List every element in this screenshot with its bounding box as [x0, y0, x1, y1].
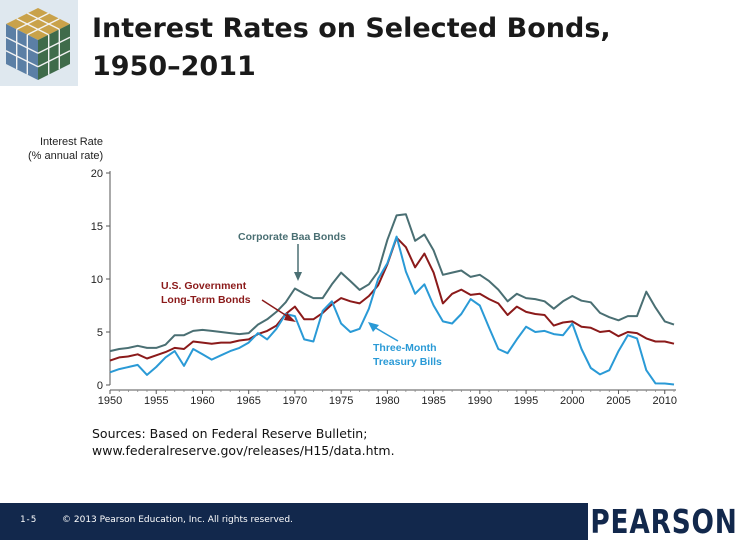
- y-tick-label: 20: [90, 168, 103, 180]
- y-axis-label-line2: (% annual rate): [28, 150, 104, 162]
- annotation-treasury-pointer: [374, 327, 398, 341]
- annotation-treasury-line1: Three-Month: [373, 342, 437, 354]
- x-tick-label: 2005: [606, 395, 631, 407]
- annotation-corporate-baa: Corporate Baa Bonds: [238, 231, 346, 243]
- slide-number: 1-5: [20, 515, 37, 525]
- publisher-logo: [588, 502, 738, 541]
- sources-line1: Sources: Based on Federal Reserve Bulletin;: [92, 426, 368, 441]
- x-tick-label: 1975: [328, 395, 354, 407]
- x-tick-label: 1950: [97, 395, 123, 407]
- x-tick-label: 1955: [143, 395, 169, 407]
- publisher-logo-text: PEARSON: [590, 502, 738, 541]
- x-tick-label: 1970: [282, 395, 308, 407]
- slide-title-line2: 1950–2011: [92, 51, 256, 82]
- x-tick-label: 1995: [513, 395, 539, 407]
- annotation-us-government-line2: Long-Term Bonds: [161, 294, 251, 306]
- slide-title-line1: Interest Rates on Selected Bonds,: [92, 13, 611, 44]
- y-axis-label-line1: Interest Rate: [40, 136, 103, 148]
- y-tick-label: 5: [96, 327, 103, 339]
- y-tick-label: 15: [90, 221, 103, 233]
- x-tick-label: 1985: [421, 395, 446, 407]
- sources-line2: www.federalreserve.gov/releases/H15/data.htm.: [92, 443, 395, 458]
- x-tick-label: 1990: [467, 395, 493, 407]
- y-tick-label: 0: [96, 380, 103, 392]
- footer-bar: [0, 502, 738, 541]
- y-tick-label: 10: [90, 274, 103, 286]
- x-tick-label: 1980: [375, 395, 400, 407]
- annotation-us-government-line1: U.S. Government: [161, 280, 247, 292]
- copyright-text: © 2013 Pearson Education, Inc. All rights reserved.: [62, 515, 293, 525]
- annotation-corporate-arrowhead: [294, 272, 302, 281]
- x-tick-label: 1960: [190, 395, 215, 407]
- annotation-treasury-line2: Treasury Bills: [373, 356, 442, 368]
- x-tick-label: 1965: [236, 395, 261, 407]
- annotation-treasury-arrowhead: [368, 322, 379, 332]
- x-tick-label: 2010: [652, 395, 677, 407]
- sources-note: [92, 425, 652, 459]
- x-tick-label: 2000: [560, 395, 585, 407]
